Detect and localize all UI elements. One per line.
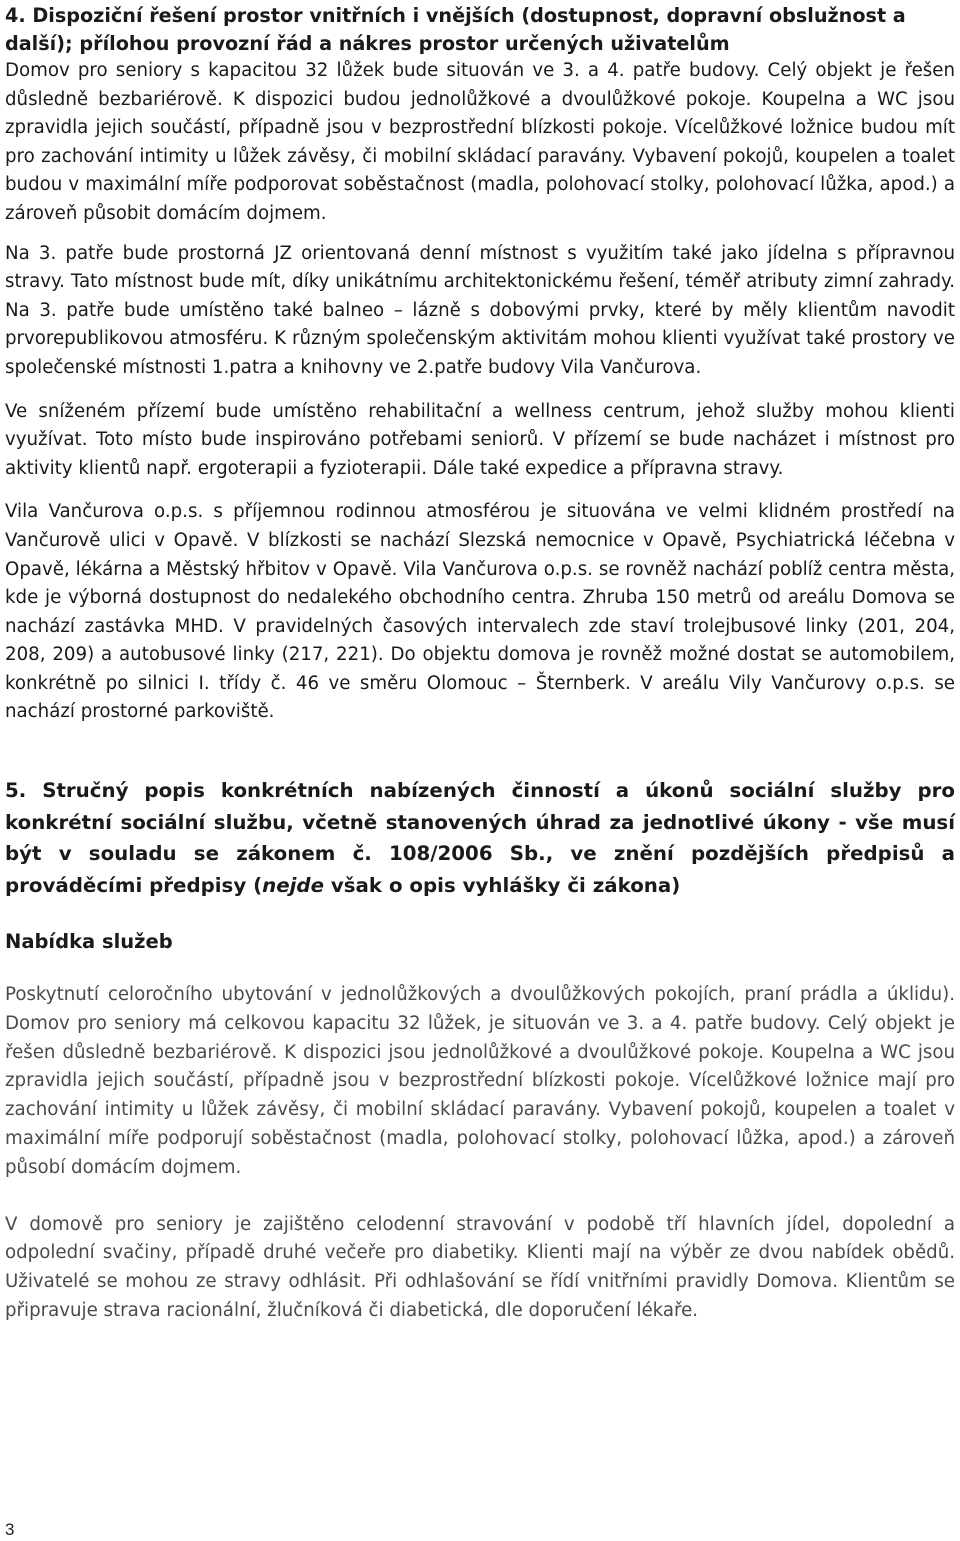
document-page [5,0,955,1326]
section-5-heading [5,775,955,901]
section-4-paragraph-4: Vila Vančurova o.p.s. s příjemnou rodinnou atmosférou je situována ve velmi klidném prostředí na Vančurově ulici v Opavě. V blízkosti se nachází Slezská nemocnice v Opavě, Psychiatrická léčebna v Opavě, lékárna a Městský hřbitov v Opavě. Vila Vančurova o.p.s. se rovněž nachází poblíž centra města, kde je výborná dostupnost do nedalekého obchodního centra. Zhruba 150 metrů od areálu Domova se nachází zastávka MHD. V pravidelných časových intervalech zde staví trolejbusové linky (201, 204, 208, 209) a autobusové linky (217, 221). Do objektu domova je rovněž možné dostat se automobilem, konkrétně po silnici I. třídy č. 46 ve směru Olomouc – Šternberk. V areálu Vily Vančurovy o.p.s. se nachází prostorné parkoviště. [5,501,955,723]
section-4-paragraph-3: Ve sníženém přízemí bude umístěno rehabilitační a wellness centrum, jehož služby mohou klienti využívat. Toto místo bude inspirováno potřebami seniorů. V přízemí se bude nacházet i místnost pro aktivity klientů např. ergoterapii a fyzioterapii. Dále také expedice a přípravna stravy. [5,400,955,479]
section-5-heading-part-1: 5. Stručný popis konkrétních nabízených činností a úkonů sociální služby pro konkrétní sociální službu, včetně stanovených úhrad za jednotlivé úkony - vše musí být v souladu se zákonem č. 108/2006 Sb., ve znění pozdějších předpisů a prováděcími předpisy ( [5,779,955,897]
section-4-heading: 4. Dispoziční řešení prostor vnitřních i vnějších (dostupnost, dopravní obslužnost a další); přílohou provozní řád a nákres prostor určených uživatelům [5,4,906,55]
services-subheading: Nabídka služeb [5,930,173,954]
section-5-heading-part-2: však o opis vyhlášky či zákona) [324,873,681,897]
services-paragraph-1: Poskytnutí celoročního ubytování v jednolůžkových a dvoulůžkových pokojích, praní prádla a úklidu). Domov pro seniory má celkovou kapacitu 32 lůžek, je situován ve 3. a 4. patře budovy. Celý objekt je řešen důsledně bezbariérově. K dispozici jsou jednolůžkové a dvoulůžkové pokoje. Koupelna a WC jsou zpravidla jejich součástí, případně jsou v bezprostřední blízkosti pokoje. Vícelůžkové ložnice mají pro zachování intimity u lůžek závěsy, či mobilní skládací paravány. Vybavení pokojů, koupelen a toalet v maximální míře podporují soběstačnost (madla, polohovací stolky, polohovací lůžka, apod.) a zároveň působí domácím dojmem. [5,984,955,1178]
section-4-paragraph-2: Na 3. patře bude prostorná JZ orientovaná denní místnost s využitím také jako jídelna s přípravnou stravy. Tato místnost bude mít, díky unikátnímu architektonickému řešení, téměř atributy zimní zahrady. Na 3. patře bude umístěno také balneo – lázně s dobovými prvky, které by měly klientům navodit prvorepublikovou atmosféru. K různým společenským aktivitám mohou klienti využívat také prostory ve společenské místnosti 1.patra a knihovny ve 2.patře budovy Vila Vančurova. [5,242,955,378]
section-5-heading-italic: nejde [262,873,324,897]
section-4-paragraph-1: Domov pro seniory s kapacitou 32 lůžek bude situován ve 3. a 4. patře budovy. Celý objekt je řešen důsledně bezbariérově. K dispozici budou jednolůžkové a dvoulůžkové pokoje. Koupelna a WC jsou zpravidla jejich součástí, případně jsou v bezprostřední blízkosti pokoje. Vícelůžkové ložnice budou mít pro zachování intimity u lůžek závěsy, či mobilní skládací paravány. Vybavení pokojů, koupelen a toalet budou v maximální míře podporovat soběstačnost (madla, polohovací stolky, polohovací lůžka, apod.) a zároveň působit domácím dojmem. [5,60,955,224]
page-number: 3 [5,1520,15,1539]
services-paragraph-2: V domově pro seniory je zajištěno celodenní stravování v podobě tří hlavních jídel, dopolední a odpolední svačiny, případě druhé večeře pro diabetiky. Klienti mají na výběr ze dvou nabídek obědů. Uživatelé se mohou ze stravy odhlásit. Při odhlašování se řídí vnitřními pravidly Domova. Klientům se připravuje strava racionální, žlučníková či diabetická, dle doporučení lékaře. [5,1213,955,1322]
